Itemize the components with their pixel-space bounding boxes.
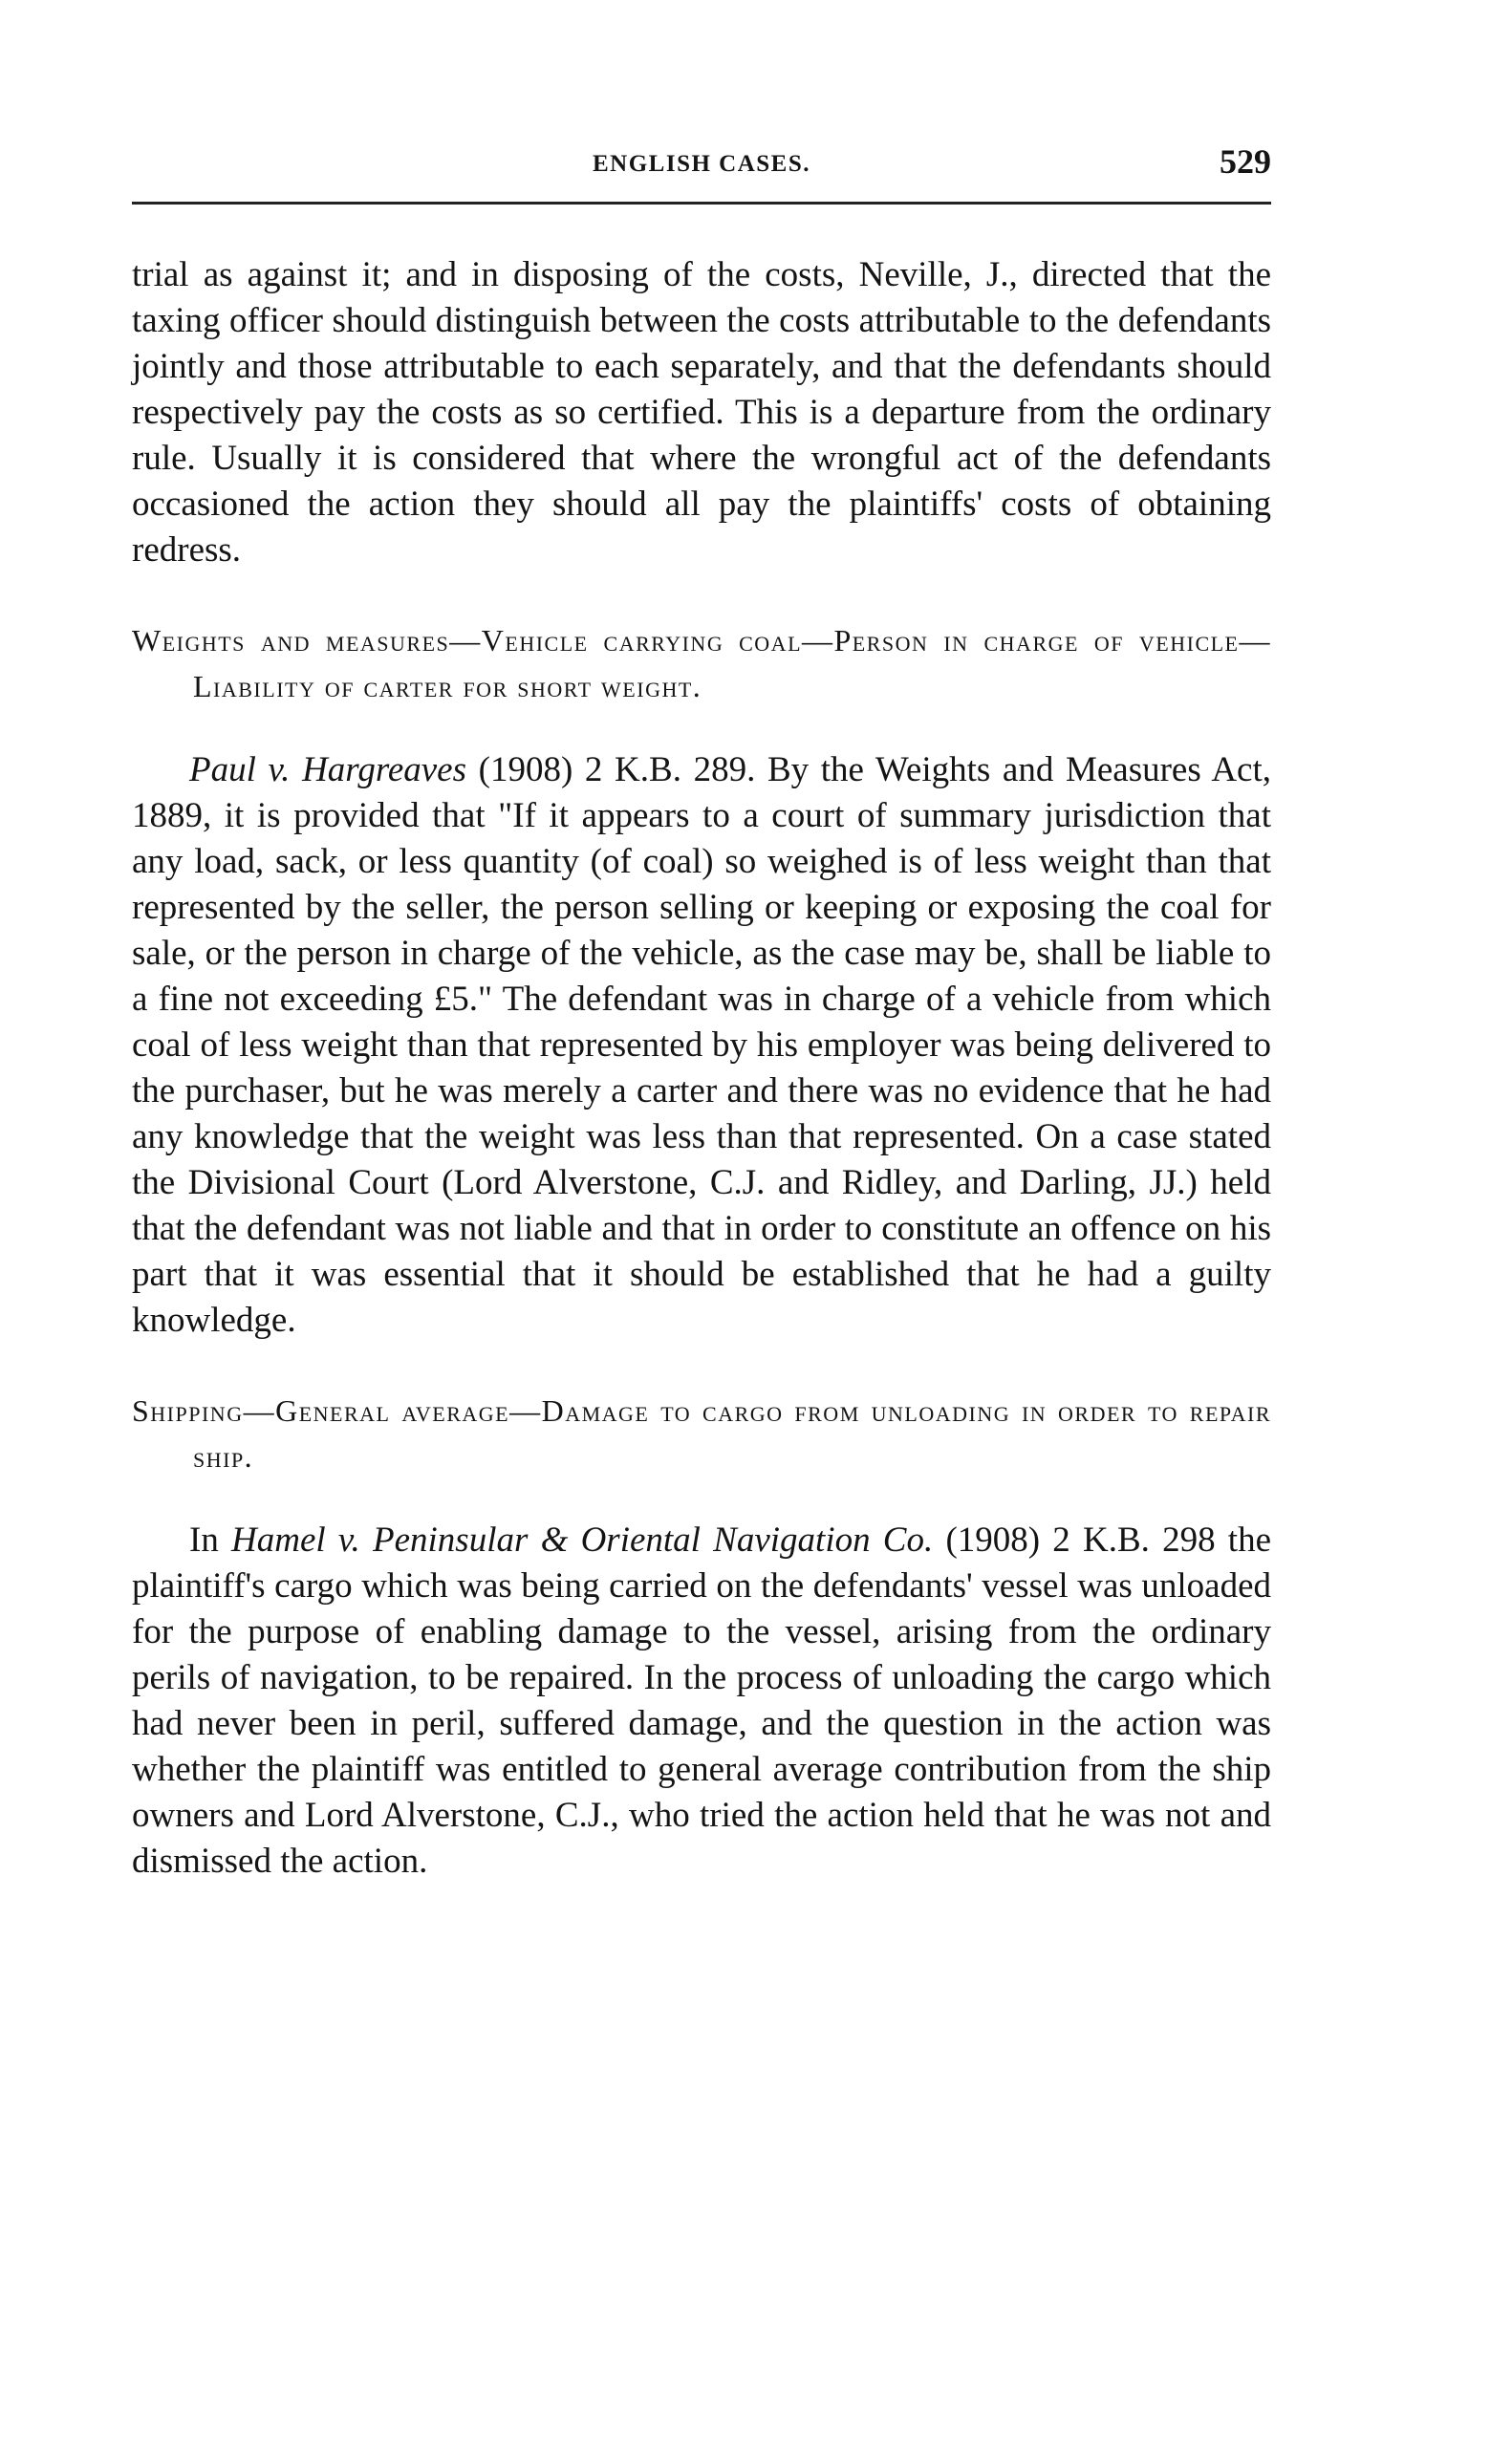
- section-heading-shipping: Shipping—General average—Damage to cargo from unloading in order to repair ship.: [132, 1393, 1271, 1474]
- paragraph-paul-v-hargreaves: [132, 747, 1271, 1344]
- case-name-paul-v-hargreaves: Paul v. Hargreaves: [189, 750, 467, 789]
- running-header: [132, 134, 1271, 191]
- paragraph-text: (1908) 2 K.B. 298 the plaintiff's cargo which was being carried on the defendants' vessel was unloaded for the purpose of enabling damage to the vessel, arising from the ordinary perils of navigation, to be repaired. In the process of unloading the cargo which had never been in peril, suffered damage, and the question in the action was whether the plaintiff was entitled to general average contribution from the ship owners and Lord Alverstone, C.J., who tried the action held that he was not and dismissed the action.: [132, 1520, 1271, 1881]
- paragraph-text: (1908) 2 K.B. 289. By the Weights and Measures Act, 1889, it is provided that "If it appears to a court of summary jurisdiction that any load, sack, or less quantity (of coal) so weighed is of less weight than that represented by the seller, the person selling or keeping or exposing the coal for sale, or the person in charge of the vehicle, as the case may be, shall be liable to a fine not exceeding £5." The defendant was in charge of a vehicle from which coal of less weight than that represented by his employer was being delivered to the purchaser, but he was merely a carter and there was no evidence that he had any knowledge that the weight was less than that represented. On a case stated the Divisional Court (Lord Alverstone, C.J. and Ridley, and Darling, JJ.) held that the defendant was not liable and that in order to constitute an offence on his part that it was essential that it should be established that he had a guilty knowledge.: [132, 750, 1272, 1340]
- case-name-hamel-v-peninsular: Hamel v. Peninsular & Oriental Navigation Co.: [231, 1520, 934, 1560]
- paragraph-lead: In: [189, 1520, 232, 1560]
- paragraph-hamel-v-peninsular: [132, 1518, 1271, 1885]
- page-number: 529: [1220, 142, 1271, 181]
- page-content: [132, 134, 1271, 1885]
- intro-paragraph: trial as against it; and in disposing of the costs, Neville, J., directed that the taxing officer should distinguish between the costs attributable to the defendants jointly and those attributable to each separately, and that the defendants should respectively pay the costs as so certified. This is a departure from the ordinary rule. Usually it is considered that where the wrongful act of the defendants occasioned the action they should all pay the plaintiffs' costs of obtaining redress.: [132, 255, 1271, 570]
- section-heading-weights-and-measures: Weights and measures—Vehicle carrying coal—Person in charge of vehicle—Liability of carter for short weight.: [132, 623, 1271, 703]
- running-title: ENGLISH CASES.: [592, 151, 811, 177]
- header-rule: [132, 202, 1271, 205]
